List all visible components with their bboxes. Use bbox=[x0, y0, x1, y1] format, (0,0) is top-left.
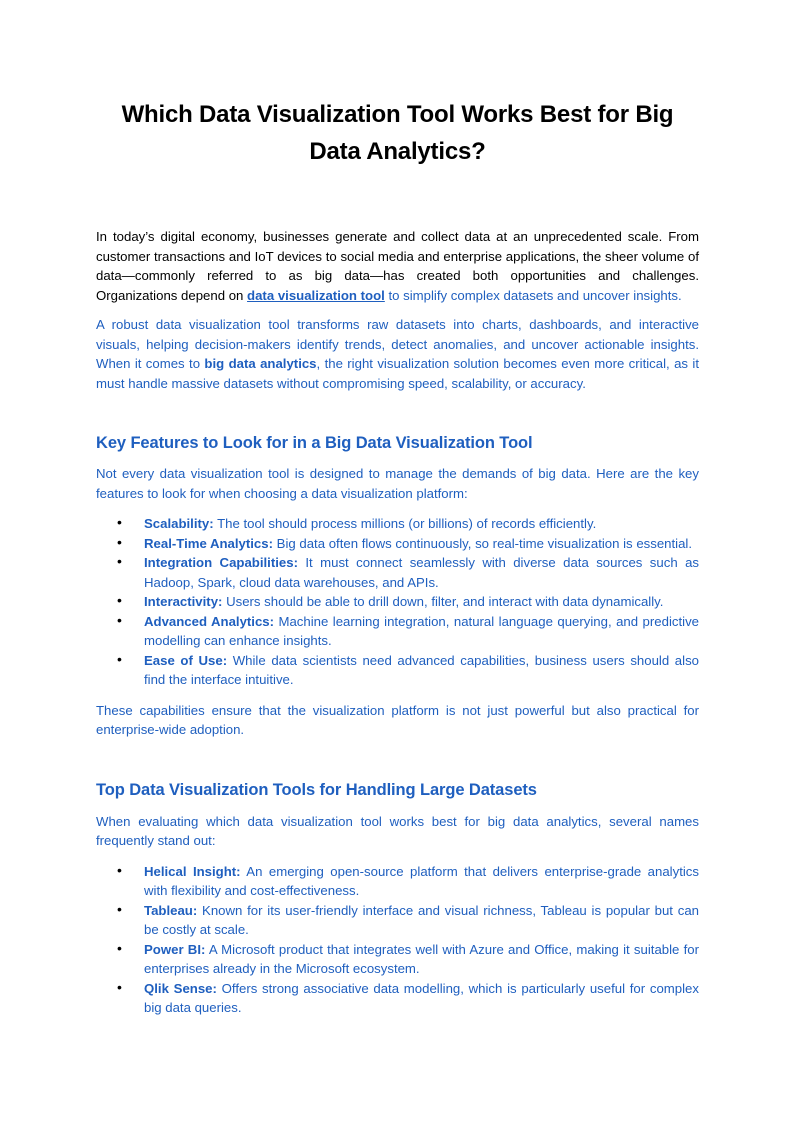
list-item-label: Qlik Sense: bbox=[144, 980, 217, 996]
intro-p1-tail: to simplify complex datasets and uncover insights. bbox=[384, 287, 682, 303]
bullet-icon: • bbox=[117, 514, 122, 530]
list-item-label: Helical Insight: bbox=[144, 863, 241, 879]
list-item bbox=[96, 901, 699, 940]
section1-heading: Key Features to Look for in a Big Data Visualization Tool bbox=[96, 434, 533, 452]
list-item-text: Users should be able to drill down, filter, and interact with data dynamically. bbox=[222, 594, 664, 609]
section2-intro: When evaluating which data visualization tool works best for big data analytics, several names frequently stand out: bbox=[96, 813, 699, 848]
intro-p2-text: A robust data visualization tool transforms raw datasets into charts, dashboards, and interactive visuals, helping decision-makers identify trends, detect anomalies, and uncover actionable insights. When it comes to bbox=[96, 317, 699, 371]
list-item bbox=[96, 979, 699, 1018]
list-item-text: A Microsoft product that integrates well with Azure and Office, making it suitable for enterprises already in the Microsoft ecosystem. bbox=[144, 941, 699, 976]
section1-outro: These capabilities ensure that the visualization platform is not just powerful but also practical for enterprise-wide adoption. bbox=[96, 702, 699, 737]
bullet-icon: • bbox=[117, 650, 122, 667]
list-item bbox=[96, 612, 699, 651]
tools-list bbox=[96, 862, 699, 1018]
list-item bbox=[96, 862, 699, 901]
list-item bbox=[96, 534, 699, 554]
bullet-icon: • bbox=[117, 900, 122, 917]
bullet-icon: • bbox=[117, 978, 122, 995]
list-item bbox=[96, 940, 699, 979]
list-item bbox=[96, 592, 699, 612]
bullet-icon: • bbox=[117, 939, 122, 956]
intro-paragraph-1 bbox=[96, 227, 699, 305]
section2-heading: Top Data Visualization Tools for Handling Large Datasets bbox=[96, 780, 537, 799]
list-item-text: An emerging open-source platform that delivers enterprise-grade analytics with flexibility and cost-effectiveness. bbox=[144, 863, 699, 898]
document-body bbox=[96, 96, 699, 1018]
list-item-text: Big data often flows continuously, so real-time visualization is essential. bbox=[273, 535, 693, 551]
bullet-icon: • bbox=[117, 861, 122, 878]
features-list bbox=[96, 514, 699, 690]
list-item-label: Integration Capabilities: bbox=[144, 555, 298, 570]
intro-p2-tail: , the right visualization solution becomes even more critical, as it must handle massive datasets without compromising speed, scalability, or accuracy. bbox=[96, 356, 699, 391]
list-item-label: Power BI: bbox=[144, 941, 206, 957]
list-item bbox=[96, 514, 699, 534]
big-data-analytics-bold: big data analytics bbox=[204, 356, 317, 371]
list-item-label: Interactivity: bbox=[144, 594, 223, 609]
list-item-label: Ease of Use: bbox=[144, 652, 228, 668]
list-item-text: Known for its user-friendly interface and visual richness, Tableau is popular but can be costly at scale. bbox=[144, 902, 699, 937]
bullet-icon: • bbox=[117, 611, 122, 628]
data-visualization-tool-link[interactable]: data visualization tool bbox=[247, 287, 385, 303]
list-item-label: Scalability: bbox=[144, 516, 214, 531]
intro-p1-text: In today’s digital economy, businesses generate and collect data at an unprecedented scale. From customer transactions and IoT devices to social media and enterprise applications, the sheer volume of data—commonly referred to as big data—has created both opportunities and challenges. Organizations depend on bbox=[96, 229, 699, 303]
list-item-label: Advanced Analytics: bbox=[144, 613, 275, 629]
bullet-icon: • bbox=[117, 592, 122, 608]
intro-paragraph-2 bbox=[96, 315, 699, 393]
list-item-text: While data scientists need advanced capabilities, business users should also find the interface intuitive. bbox=[144, 652, 699, 687]
page-title: Which Data Visualization Tool Works Best for Big Data Analytics? bbox=[121, 101, 674, 165]
list-item-text: Machine learning integration, natural language querying, and predictive modelling can enhance insights. bbox=[144, 613, 699, 648]
list-item-text: The tool should process millions (or billions) of records efficiently. bbox=[213, 516, 597, 531]
list-item bbox=[96, 651, 699, 690]
bullet-icon: • bbox=[117, 553, 122, 569]
list-item-label: Real-Time Analytics: bbox=[144, 535, 273, 551]
list-item-text: Offers strong associative data modelling, which is particularly useful for complex big data queries. bbox=[144, 980, 699, 1015]
list-item bbox=[96, 553, 699, 592]
bullet-icon: • bbox=[117, 533, 122, 550]
list-item-text: It must connect seamlessly with diverse data sources such as Hadoop, Spark, cloud data warehouses, and APIs. bbox=[144, 555, 699, 590]
section1-intro: Not every data visualization tool is designed to manage the demands of big data. Here are the key features to look for when choosing a data visualization platform: bbox=[96, 466, 699, 501]
list-item-label: Tableau: bbox=[144, 902, 198, 918]
